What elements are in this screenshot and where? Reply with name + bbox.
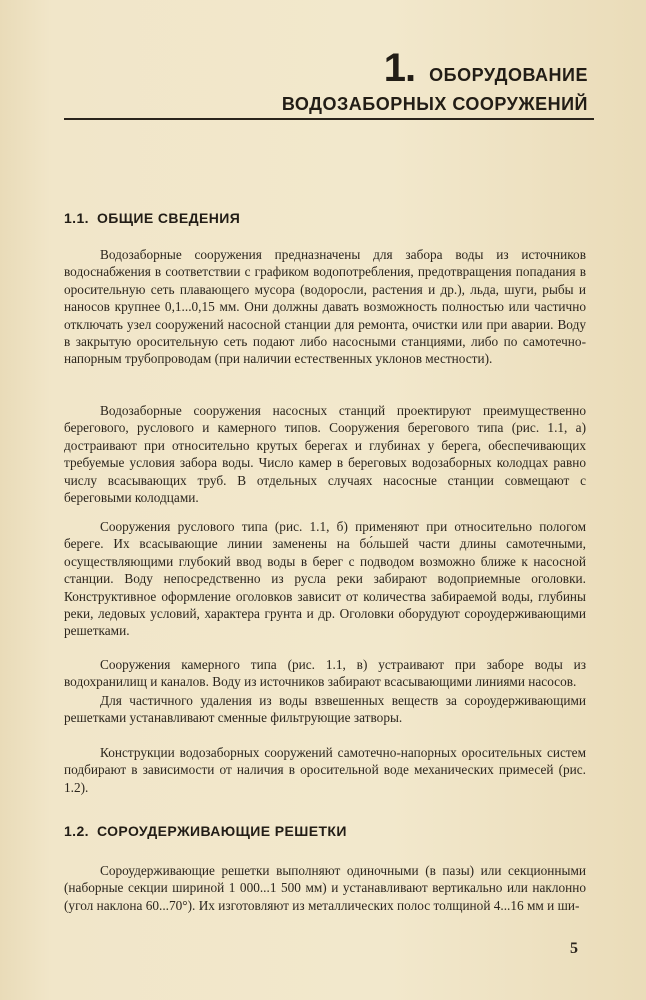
section-number: 1.2. bbox=[64, 823, 89, 839]
section-heading-1-1 bbox=[64, 210, 240, 226]
page-number: 5 bbox=[570, 940, 578, 957]
paragraph: Водозаборные сооружения предназначены для забора воды из источников водоснабжения в соответствии с графиком водопотребления, предотвращения попадания в оросительную сеть плавающего мусора (водоросли, растения и др.), льда, шуги, рыбы и наносов крупнее 0,1...0,15 мм. Они должны давать возможность полностью или частично отключать узел сооружений насосной станции для ремонта, очистки или при аварии. Воду в закрытую оросительную сеть подают либо насосными станциями, либо по самотечно-напорным трубопроводам (при наличии естественных уклонов местности). bbox=[64, 247, 586, 367]
chapter-title-line1: ОБОРУДОВАНИЕ bbox=[429, 65, 588, 85]
paragraph: Сооружения камерного типа (рис. 1.1, в) устраивают при заборе воды из водохранилищ и каналов. Воду из источников забирают всасывающими линиями насосов. bbox=[64, 657, 586, 690]
paragraph: Конструкции водозаборных сооружений самотечно-напорных оросительных систем подбирают в зависимости от наличия в оросительной воде механических примесей (рис. 1.2). bbox=[64, 745, 586, 795]
chapter-rule bbox=[64, 118, 594, 120]
paragraph: Сооружения руслового типа (рис. 1.1, б) применяют при относительно пологом береге. Их всасывающие линии заменены на бо́льшей части длины самотечными, осуществляющими глубокий ввод воды в берег с подводом возможно ближе к насосной станции. Воду непосредственно из русла реки забирают водоприемные оголовки. Конструктивное оформление оголовков зависит от количества забираемой воды, глубины реки, ледовых условий, характера грунта и др. Оголовки оборудуют сороудерживающими решетками. bbox=[64, 519, 586, 639]
section-title: СОРОУДЕРЖИВАЮЩИЕ РЕШЕТКИ bbox=[96, 823, 347, 839]
section-number: 1.1. bbox=[64, 210, 89, 226]
chapter-heading bbox=[282, 46, 588, 115]
paragraph: Для частичного удаления из воды взвешенных веществ за сороудерживающими решетками устанавливают сменные фильтрующие затворы. bbox=[64, 693, 586, 726]
chapter-number: 1. bbox=[383, 46, 416, 90]
paragraph: Водозаборные сооружения насосных станций проектируют преимущественно берегового, руслового и камерного типов. Сооружения берегового типа (рис. 1.1, а) достраивают при относительно крутых берегах и глубинах у берега, обеспечивающих требуемые условия забора воды. Число камер в береговых водозаборных колодцах равно числу всасывающих труб. В отдельных случаях насосные станции совмещают с береговыми колодцами. bbox=[64, 403, 586, 506]
section-title: ОБЩИЕ СВЕДЕНИЯ bbox=[96, 210, 241, 226]
section-heading-1-2 bbox=[64, 823, 347, 839]
chapter-title-line2: ВОДОЗАБОРНЫХ СООРУЖЕНИЙ bbox=[281, 94, 588, 114]
paragraph: Сороудерживающие решетки выполняют одиночными (в пазы) или секционными (наборные секции шириной 1 000...1 500 мм) и устанавливают вертикально или наклонно (угол наклона 60...70°). Их изготовляют из металлических полос толщиной 4...16 мм и ши- bbox=[64, 863, 586, 913]
